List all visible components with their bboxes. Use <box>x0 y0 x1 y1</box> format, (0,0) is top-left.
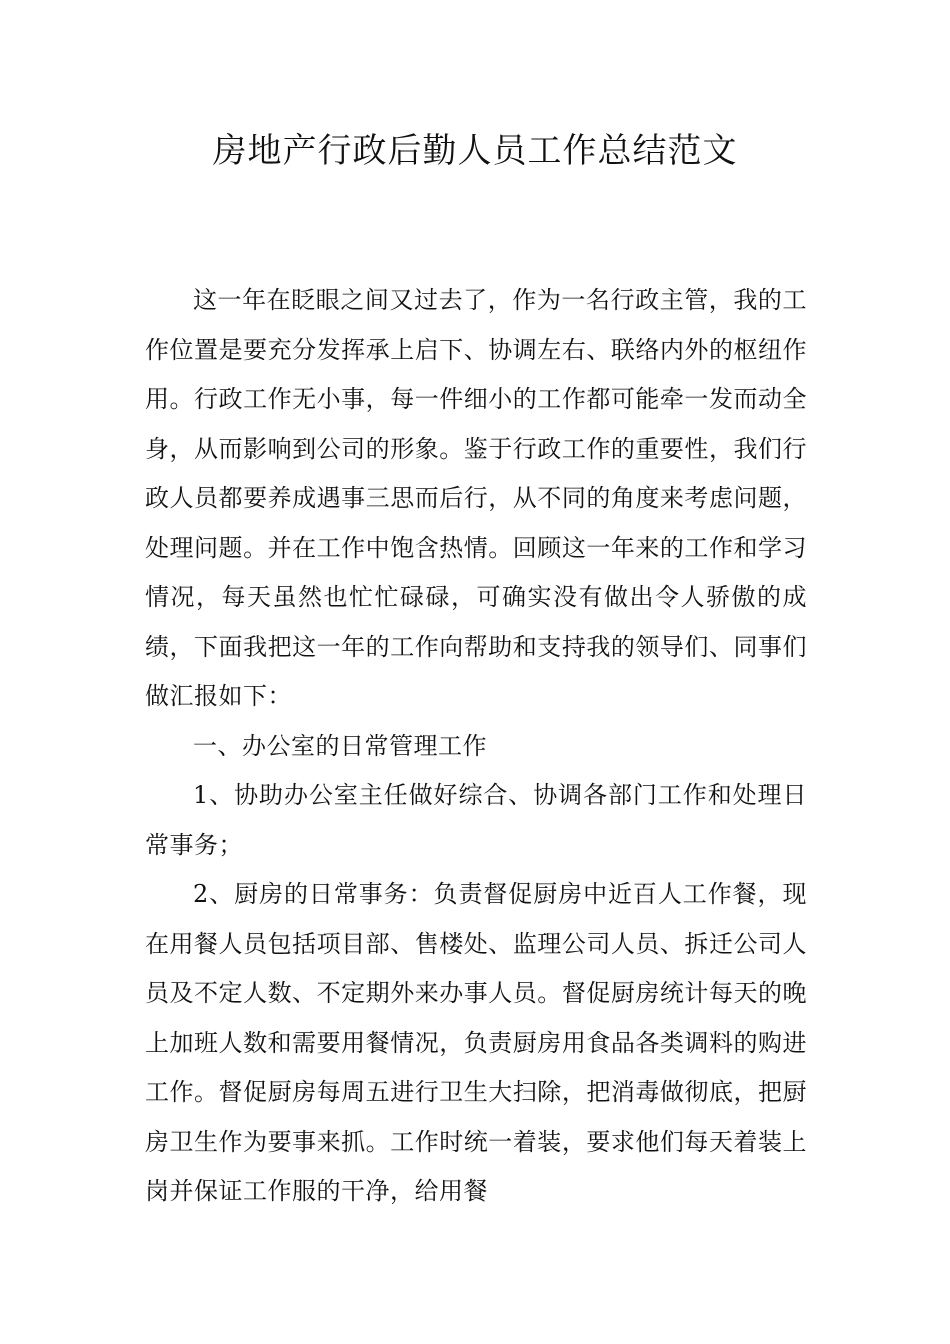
document-title: 房地产行政后勤人员工作总结范文 <box>212 131 738 171</box>
paragraph-intro: 这一年在眨眼之间又过去了，作为一名行政主管，我的工作位置是要充分发挥承上启下、协调左右、联络内外的枢纽作用。行政工作无小事，每一件细小的工作都可能牵一发而动全身，从而影响到公司的形象。鉴于行政工作的重要性，我们行政人员都要养成遇事三思而后行，从不同的角度来考虑问题，处理问题。并在工作中饱含热情。回顾这一年来的工作和学习情况，每天虽然也忙忙碌碌，可确实没有做出令人骄傲的成绩，下面我把这一年的工作向帮助和支持我的领导们、同事们做汇报如下： <box>145 286 807 710</box>
document-body <box>145 276 807 1217</box>
paragraph-item-2: 2、厨房的日常事务：负责督促厨房中近百人工作餐，现在用餐人员包括项目部、售楼处、监理公司人员、拆迁公司人员及不定人数、不定期外来办事人员。督促厨房统计每天的晚上加班人数和需要用餐情况，负责厨房用食品各类调料的购进工作。督促厨房每周五进行卫生大扫除，把消毒做彻底，把厨房卫生作为要事来抓。工作时统一着装，要求他们每天着装上岗并保证工作服的干净，给用餐 <box>145 880 807 1205</box>
paragraph-item-1: 1、协助办公室主任做好综合、协调各部门工作和处理日常事务； <box>145 781 807 859</box>
section-heading-office-management: 一、办公室的日常管理工作 <box>193 731 487 760</box>
